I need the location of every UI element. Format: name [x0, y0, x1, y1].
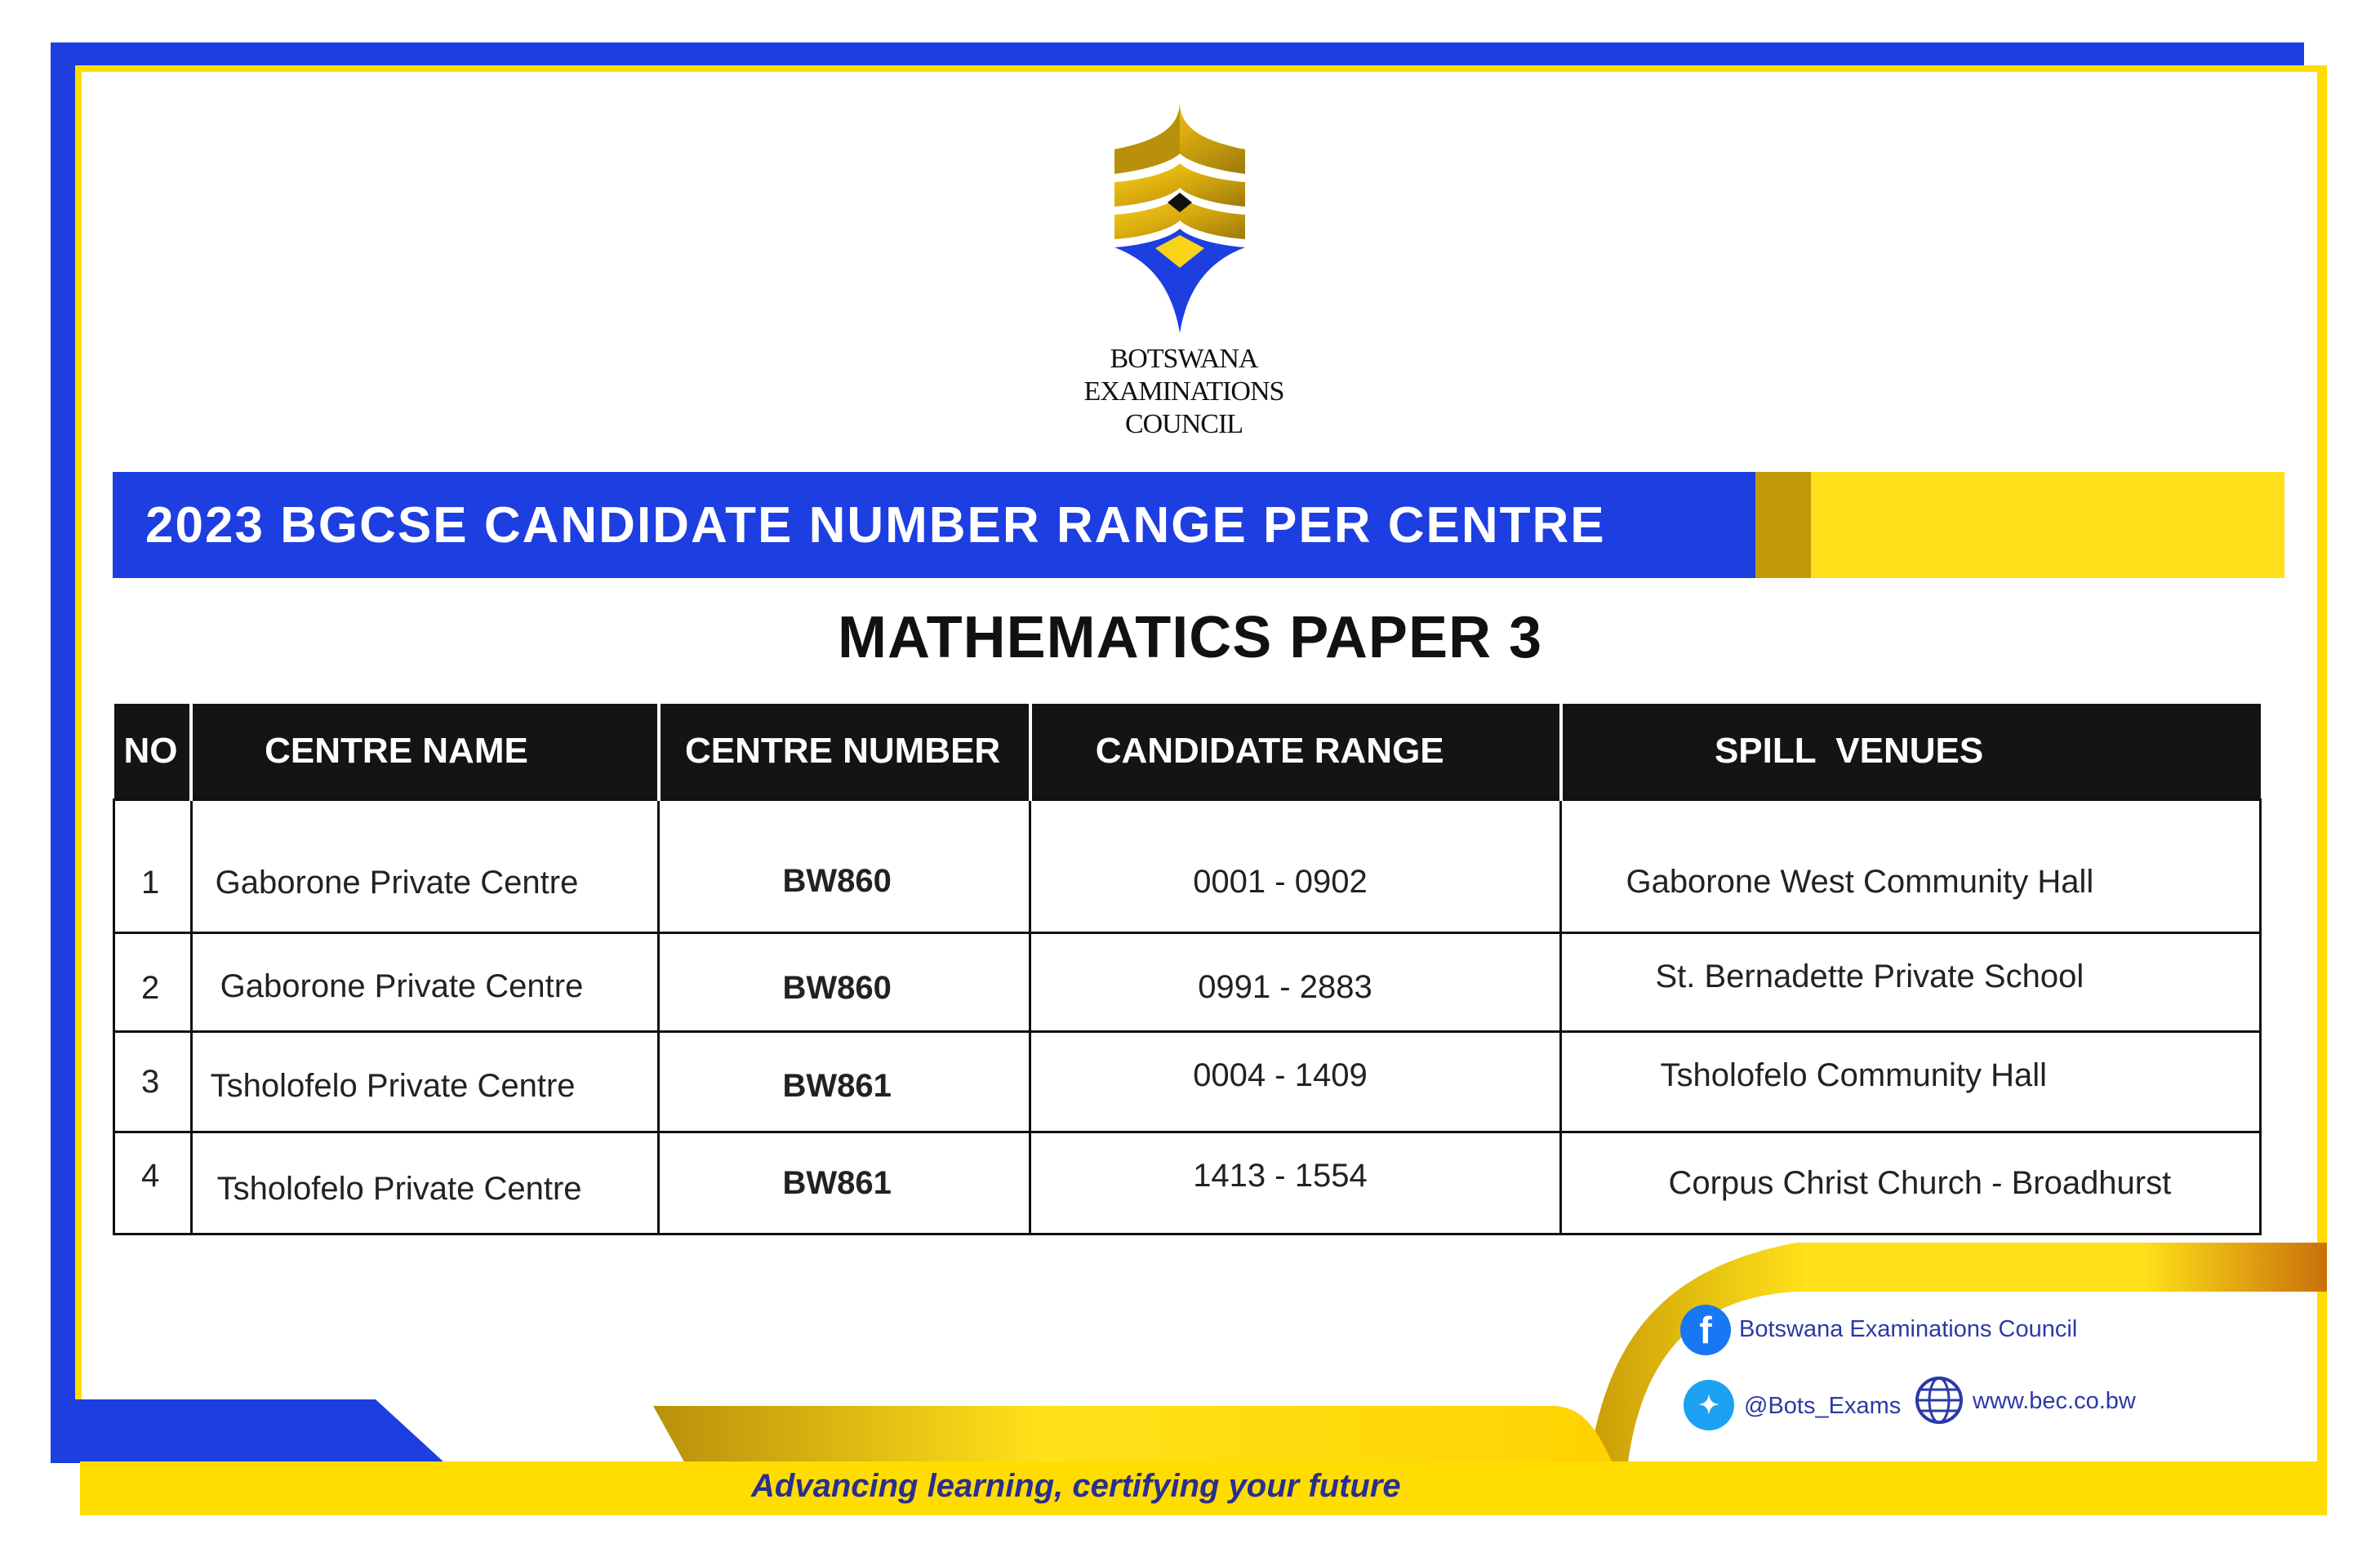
cell-no: 4: [114, 1132, 192, 1234]
website-link[interactable]: www.bec.co.bw: [1973, 1388, 2136, 1414]
cell-candidate-range: 0001 - 0902: [1030, 800, 1561, 933]
cell-centre-number: BW861: [659, 1132, 1030, 1234]
globe-icon[interactable]: [1914, 1375, 1964, 1426]
title-banner: [113, 472, 2284, 578]
facebook-link[interactable]: Botswana Examinations Council: [1739, 1316, 2078, 1342]
cell-spill-venue: Tsholofelo Community Hall: [1561, 1032, 2261, 1132]
table-row: [114, 1032, 2261, 1132]
page-subtitle: MATHEMATICS PAPER 3: [837, 605, 1543, 670]
logo-line-1: BOTSWANA: [1110, 344, 1258, 374]
facebook-icon[interactable]: f: [1680, 1305, 1731, 1355]
candidate-range-table: [113, 704, 2262, 1235]
cell-centre-number: BW861: [659, 1032, 1030, 1132]
header-no: NO: [114, 704, 192, 800]
cell-no: 3: [114, 1032, 192, 1132]
twitter-icon[interactable]: ✦: [1684, 1380, 1734, 1430]
cell-spill-venue: Gaborone West Community Hall: [1561, 800, 2261, 933]
cell-no: 1: [114, 800, 192, 933]
cell-centre-name: Tsholofelo Private Centre: [191, 1032, 659, 1132]
table-row: [114, 800, 2261, 933]
cell-no: 2: [114, 933, 192, 1032]
cell-candidate-range: 1413 - 1554: [1030, 1132, 1561, 1234]
banner-gold-stripe: [1755, 472, 1811, 578]
cell-candidate-range: 0004 - 1409: [1030, 1032, 1561, 1132]
cell-centre-name: Gaborone Private Centre: [191, 933, 659, 1032]
cell-centre-number: BW860: [659, 933, 1030, 1032]
twitter-link[interactable]: @Bots_Exams: [1744, 1393, 1902, 1419]
table-header-row: [114, 704, 2261, 800]
header-candidate-range: CANDIDATE RANGE: [1030, 704, 1561, 800]
cell-centre-name: Tsholofelo Private Centre: [191, 1132, 659, 1234]
cell-spill-venue: St. Bernadette Private School: [1561, 933, 2261, 1032]
header-centre-number: CENTRE NUMBER: [659, 704, 1030, 800]
cell-spill-venue: Corpus Christ Church - Broadhurst: [1561, 1132, 2261, 1234]
banner-title: 2023 BGCSE CANDIDATE NUMBER RANGE PER CENTRE: [145, 497, 1606, 554]
banner-yellow-section: [1811, 472, 2284, 578]
header-spill-venues: SPILL VENUES: [1561, 704, 2261, 800]
logo-line-3: COUNCIL: [1124, 409, 1243, 439]
table-row: [114, 933, 2261, 1032]
frame-top-accent: [75, 65, 2327, 72]
header-centre-name: CENTRE NAME: [191, 704, 659, 800]
logo-wordmark: [1021, 343, 1347, 441]
frame-left-accent: [75, 65, 82, 1404]
frame-top-bar: [51, 42, 2304, 65]
cell-centre-number: BW860: [659, 800, 1030, 933]
logo-line-2: EXAMINATIONS: [1083, 376, 1284, 407]
table-row: [114, 1132, 2261, 1234]
footer-tagline: Advancing learning, certifying your future: [751, 1468, 1401, 1504]
cell-candidate-range: 0991 - 2883: [1030, 933, 1561, 1032]
bec-logo-icon: [1106, 105, 1253, 333]
cell-centre-name: Gaborone Private Centre: [191, 800, 659, 933]
